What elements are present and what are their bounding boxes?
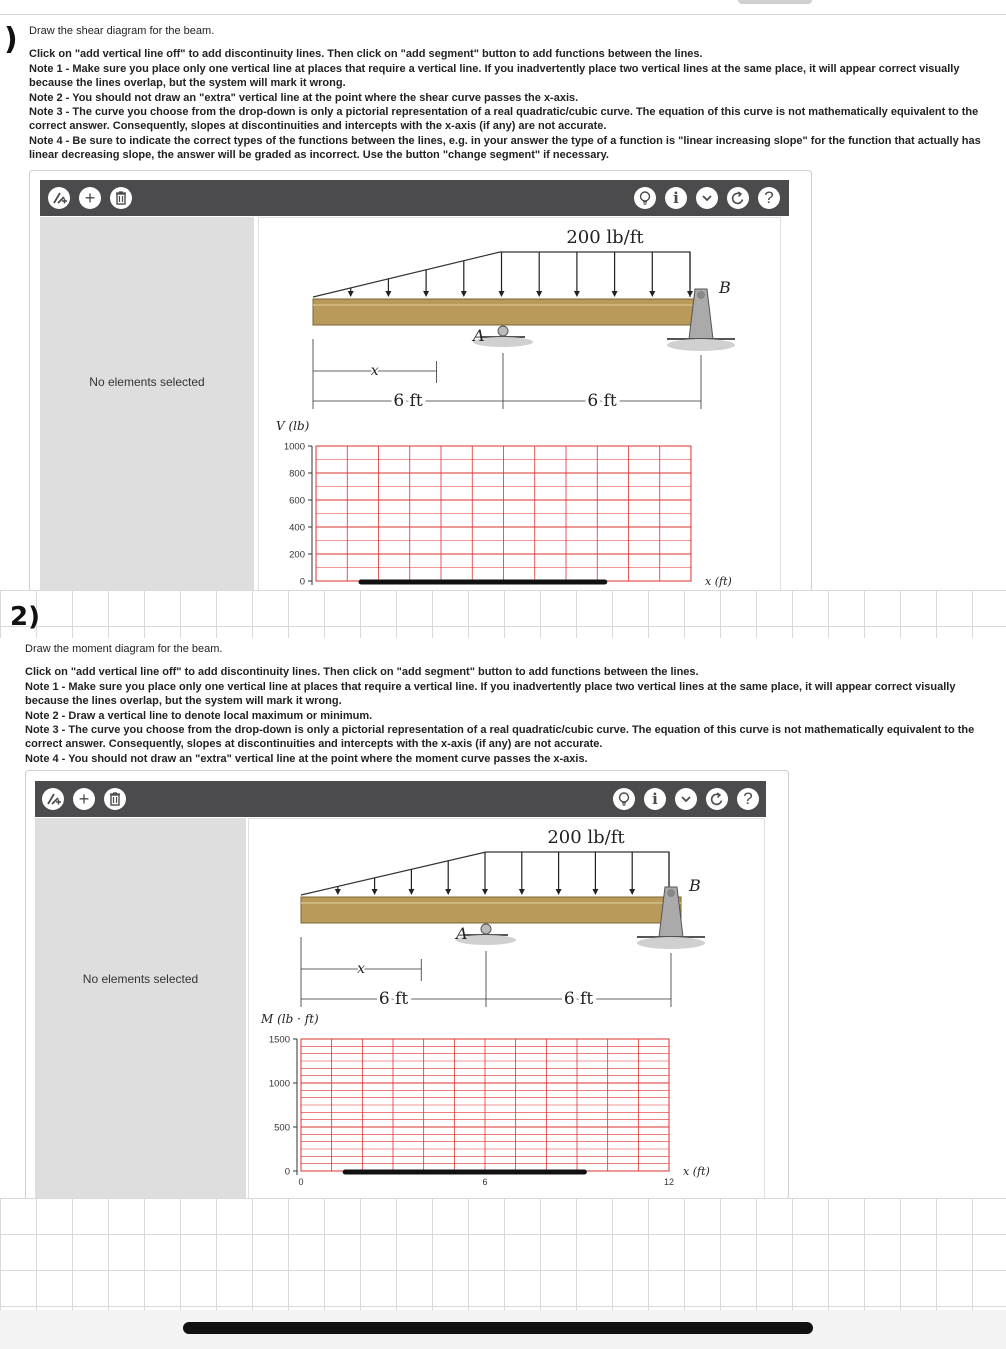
problem1-figure [259,218,780,592]
problem2-drawing-canvas[interactable] [248,818,765,1200]
load-arrow-head [482,889,488,895]
help-icon[interactable]: ? [758,187,780,209]
dropdown-icon[interactable] [696,187,718,209]
load-arrow-head [445,889,451,895]
load-arrow-head [536,291,542,297]
y-tick-label: 0 [299,576,305,588]
delete-icon[interactable] [110,187,132,209]
problem1-toolbar [40,180,789,216]
y-tick-label: 800 [289,468,305,480]
load-arrow-head [687,291,693,297]
problem1-note1: Note 1 - Make sure you place only one vertical line at places that require a vertical line. If you inadvertently place two vertical lines at the same place, it will appear correct visually because the lines overlap, but the system will mark it wrong. [29,62,960,90]
problem2-instructions [25,642,995,766]
notebook-grid-strip [0,590,1006,638]
y-tick-label: 400 [289,522,305,534]
load-arrow-head [649,291,655,297]
load-label: 200 lb/ft [566,227,644,248]
load-arrow-head [335,889,341,895]
support-b-label: B [719,278,731,297]
home-indicator [183,1322,813,1334]
problem1-drawing-canvas[interactable] [258,217,781,592]
dim-label-x: x [357,961,366,977]
add-segment-button[interactable]: + [79,187,101,209]
y-tick-label: 1500 [268,1034,290,1046]
problem1-tool-panel [29,170,812,592]
load-arrow-head [629,889,635,895]
undo-icon[interactable] [727,187,749,209]
problem2-sidebar [35,818,246,1200]
problem1-note3: Note 3 - The curve you choose from the drop-down is only a pictorial representation of a real quadratic/cubic curve. The equation of this curve is not mathematically equivalent to the correct answer. Consequently, slopes at discontinuities and intercepts with the x-axis (if any) are not accurate. [29,106,979,133]
pin-b [667,889,675,897]
support-b-ground [667,339,735,351]
problem1-handwritten-mark: ) [4,22,18,57]
dropdown-icon[interactable] [675,788,697,810]
problem1-sidebar [40,217,254,592]
load-arrow-head [348,291,354,297]
dim-label-1: 6 ft [393,391,423,411]
problem2-figure [249,819,764,1200]
x-axis-label: x (ft) [705,575,732,588]
support-a-label: A [456,924,468,943]
problem2-handwritten-mark: 2) [10,602,40,632]
problem1-selection-status: No elements selected [89,375,205,389]
problem2-selection-status: No elements selected [82,972,199,986]
load-label: 200 lb/ft [547,827,625,848]
load-arrow-head [574,291,580,297]
load-arrow-head [612,291,618,297]
problem1-instructions [29,24,999,163]
y-tick-label: 600 [289,495,305,507]
y-tick-label: 1000 [268,1078,290,1090]
problem2-note1: Note 1 - Make sure you place only one vertical line at places that require a vertical line. If you inadvertently place two vertical lines at the same place, it will appear correct visually because the lines overlap, but the system will mark it wrong. [25,680,956,708]
problem2-question: Draw the moment diagram for the beam. [25,643,223,655]
dim-label-x: x [370,363,379,379]
problem2-toolbar [35,781,766,817]
hint-icon[interactable] [613,788,635,810]
roller-support-a [498,326,508,336]
top-pill [738,0,812,4]
load-arrow-head [385,291,391,297]
x-axis-label: x (ft) [683,1165,710,1178]
x-tick-label: 6 [482,1177,488,1187]
notebook-grid-bottom [0,1198,1006,1310]
load-arrow-head [499,291,505,297]
beam [301,897,681,923]
support-a-label: A [473,326,485,345]
problem1-instruction-line: Click on "add vertical line off" to add discontinuity lines. Then click on "add segment" button to add functions between the lines. [29,48,703,61]
load-arrow-head [519,889,525,895]
load-arrow-head [408,889,414,895]
y-tick-label: 500 [274,1122,290,1134]
load-arrow-head [556,889,562,895]
add-vertical-line-icon[interactable] [48,187,70,209]
info-icon[interactable]: i [644,788,666,810]
pin-b [697,291,705,299]
problem2-tool-panel [25,770,789,1200]
dim-label-2: 6 ft [587,391,617,411]
undo-icon[interactable] [706,788,728,810]
y-axis-label: V (lb) [276,419,310,433]
problem2-note4: Note 4 - You should not draw an "extra" vertical line at the point where the moment curve passes the x-axis. [25,752,588,765]
problem1-note4: Note 4 - Be sure to indicate the correct types of the functions between the lines, e.g. in your answer the type of a function is "linear increasing slope" for the function that actually has linear decreasing slope, the answer will be graded as incorrect. Use the button "change segment" if necessary. [29,134,981,162]
y-tick-label: 0 [284,1166,290,1178]
load-arrow-head [372,889,378,895]
support-b-ground [637,937,705,949]
problem2-instruction-line: Click on "add vertical line off" to add discontinuity lines. Then click on "add segment" button to add functions between the lines. [25,666,699,679]
x-tick-label: 0 [298,1177,304,1187]
y-tick-label: 200 [289,549,305,561]
help-icon[interactable]: ? [737,788,759,810]
info-icon[interactable]: i [665,187,687,209]
y-tick-label: 1000 [283,441,305,453]
load-arrow-head [461,291,467,297]
x-tick-label: 12 [663,1177,675,1187]
problem2-note2: Note 2 - Draw a vertical line to denote local maximum or minimum. [25,709,373,722]
delete-icon[interactable] [104,788,126,810]
problem1-question: Draw the shear diagram for the beam. [29,25,215,37]
support-b-label: B [689,876,701,895]
load-arrow-head [423,291,429,297]
top-divider [0,14,1006,15]
beam [313,299,702,325]
dim-label-2: 6 ft [563,989,594,1009]
hint-icon[interactable] [634,187,656,209]
roller-support-a [481,924,491,934]
add-vertical-line-icon[interactable] [42,788,64,810]
y-axis-label: M (lb · ft) [261,1012,319,1026]
load-arrow-head [592,889,598,895]
problem2-note3: Note 3 - The curve you choose from the drop-down is only a pictorial representation of a real quadratic/cubic curve. The equation of this curve is not mathematically equivalent to the correct answer. Consequently, slopes at discontinuities and intercepts with the x-axis (if any) are not accurate. [25,724,975,751]
add-segment-button[interactable]: + [73,788,95,810]
dim-label-1: 6 ft [378,989,409,1009]
problem1-note2: Note 2 - You should not draw an "extra" vertical line at the point where the shear curve passes the x-axis. [29,91,579,104]
